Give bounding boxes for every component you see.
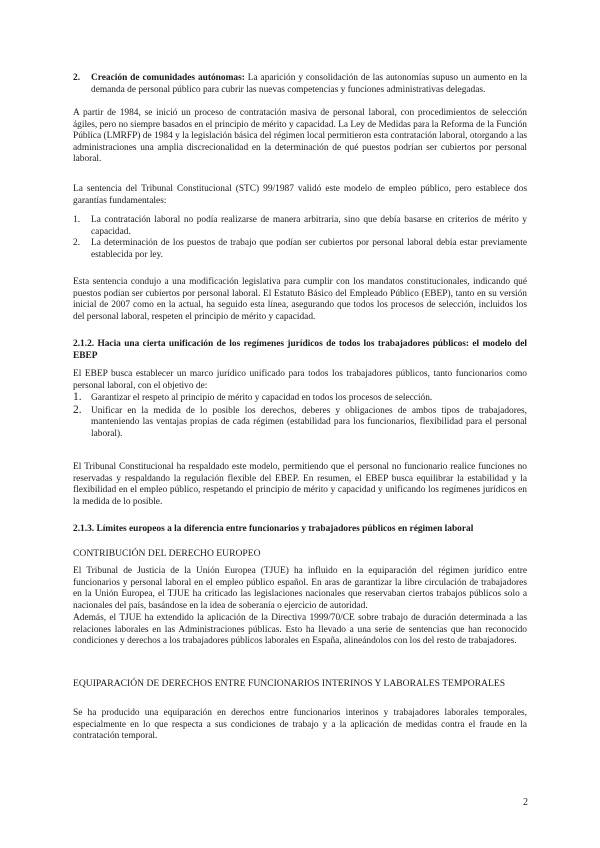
list-item (73, 393, 527, 405)
page-number: 2 (523, 797, 528, 808)
list-item-text: Unificar en la medida de lo posible los derechos, deberes y obligaciones de ambos tipos de trabajadores, manteniendo las ventajas propias de cada régimen (estabilidad para los funcionarios, flexibilidad para el personal laboral). (91, 405, 527, 439)
list-item-title: Creación de comunidades autónomas: (91, 73, 245, 83)
list-ebep (73, 393, 527, 440)
list-item (73, 215, 527, 238)
paragraph-tc: El Tribunal Constitucional ha respaldado este modelo, permitiendo que el personal no funcionario realice funciones no reservadas y respaldando la regulación flexible del EBEP. En resumen, el EBEP busca equilibrar la estabilidad y la flexibilidad en el empleo público, respetando el principio de mérito y capacidad y unificando los regímenes jurídicos en la medida de lo posible. (73, 462, 527, 507)
list-item-text: La aparición y consolidación de las autonomías supuso un aumento en la demanda de personal público para cubrir las nuevas competencias y funciones administrativas delegadas. (91, 73, 527, 95)
paragraph-stc: La sentencia del Tribunal Constitucional (STC) 99/1987 validó este modelo de empleo público, pero establece dos garantías fundamentales: (73, 184, 527, 206)
list-item (73, 403, 527, 441)
list-item-text: Garantizar el respeto al principio de mérito y capacidad en todos los procesos de selección. (91, 393, 433, 403)
list-item (73, 238, 527, 261)
list-number: 2. (73, 73, 81, 83)
paragraph-equiparacion: Se ha producido una equiparación en derechos entre funcionarios interinos y trabajadores laborales temporales, especialmente en lo que respecta a sus condiciones de trabajo y a la aplicación de medidas contra el fraude en la contratación temporal. (73, 708, 527, 742)
paragraph-ebep-marco: El EBEP busca establecer un marco jurídico unificado para todos los trabajadores públicos, tanto funcionarios como personal laboral, con el objetivo de: (73, 369, 527, 391)
paragraph-1984: A partir de 1984, se inició un proceso de contratación masiva de personal laboral, con procedimientos de selección ágiles, pero no siempre basados en el principio de mérito y capacidad. La Ley de Medidas para la Reforma de la Función Pública (LMRFP) de 1984 y la legislación básica del régimen local permitieron esta contratación laboral, otorgando a las administraciones una amplia discrecionalidad en la determinación de qué puestos podrían ser cubiertos por personal laboral. (73, 108, 527, 165)
paragraph-tjue: El Tribunal de Justicia de la Unión Europea (TJUE) ha influido en la equiparación del régimen jurídico entre funcionarios y personal laboral en el empleo público español. En aras de garantizar la libre circulación de trabajadores en la Unión Europea, el TJUE ha criticado las legislaciones nacionales que reservaban ciertos trabajos públicos solo a nacionales del país, basándose en la idea de soberanía o ejercicio de autoridad. (73, 566, 527, 611)
section-heading-2-1-2: 2.1.2. Hacia una cierta unificación de los regímenes jurídicos de todos los trabajadores públicos: el modelo del EBEP (73, 339, 527, 361)
list-item-comunidades (73, 73, 527, 96)
list-number: 1. (73, 215, 81, 225)
subheading-equiparacion: EQUIPARACIÓN DE DERECHOS ENTRE FUNCIONARIOS INTERINOS Y LABORALES TEMPORALES (73, 678, 506, 689)
paragraph-ebep: Esta sentencia condujo a una modificación legislativa para cumplir con los mandatos constitucionales, indicando qué puestos podían ser cubiertos por personal laboral. El Estatuto Básico del Empleado Público (EBEP), tanto en su versión inicial de 2007 como en la actual, ha seguido esta línea, asegurando que todos los procesos de selección, incluidos los del personal laboral, respeten el principio de mérito y capacidad. (73, 277, 527, 322)
subheading-contribucion: CONTRIBUCIÓN DEL DERECHO EUROPEO (73, 548, 261, 559)
list-stc (73, 215, 527, 261)
paragraph-directiva: Además, el TJUE ha extendido la aplicación de la Directiva 1999/70/CE sobre trabajo de duración determinada a las relaciones laborales en las Administraciones públicas. Esto ha llevado a una serie de sentencias que han reconocido condiciones y derechos a los trabajadores públicos laborales en España, alineándolos con los del resto de trabajadores. (73, 613, 527, 647)
list-number: 2. (73, 238, 81, 249)
list-item-text: La determinación de los puestos de trabajo que podían ser cubiertos por personal laboral debía estar previamente establecida por ley. (91, 238, 527, 260)
list-number: 1. (73, 391, 82, 403)
section-heading-2-1-3: 2.1.3. Límites europeos a la diferencia entre funcionarios y trabajadores públicos en régimen laboral (73, 524, 474, 534)
list-item-text: La contratación laboral no podía realizarse de manera arbitraria, sino que debía basarse en criterios de mérito y capacidad. (91, 215, 527, 237)
list-number: 2. (73, 403, 82, 416)
